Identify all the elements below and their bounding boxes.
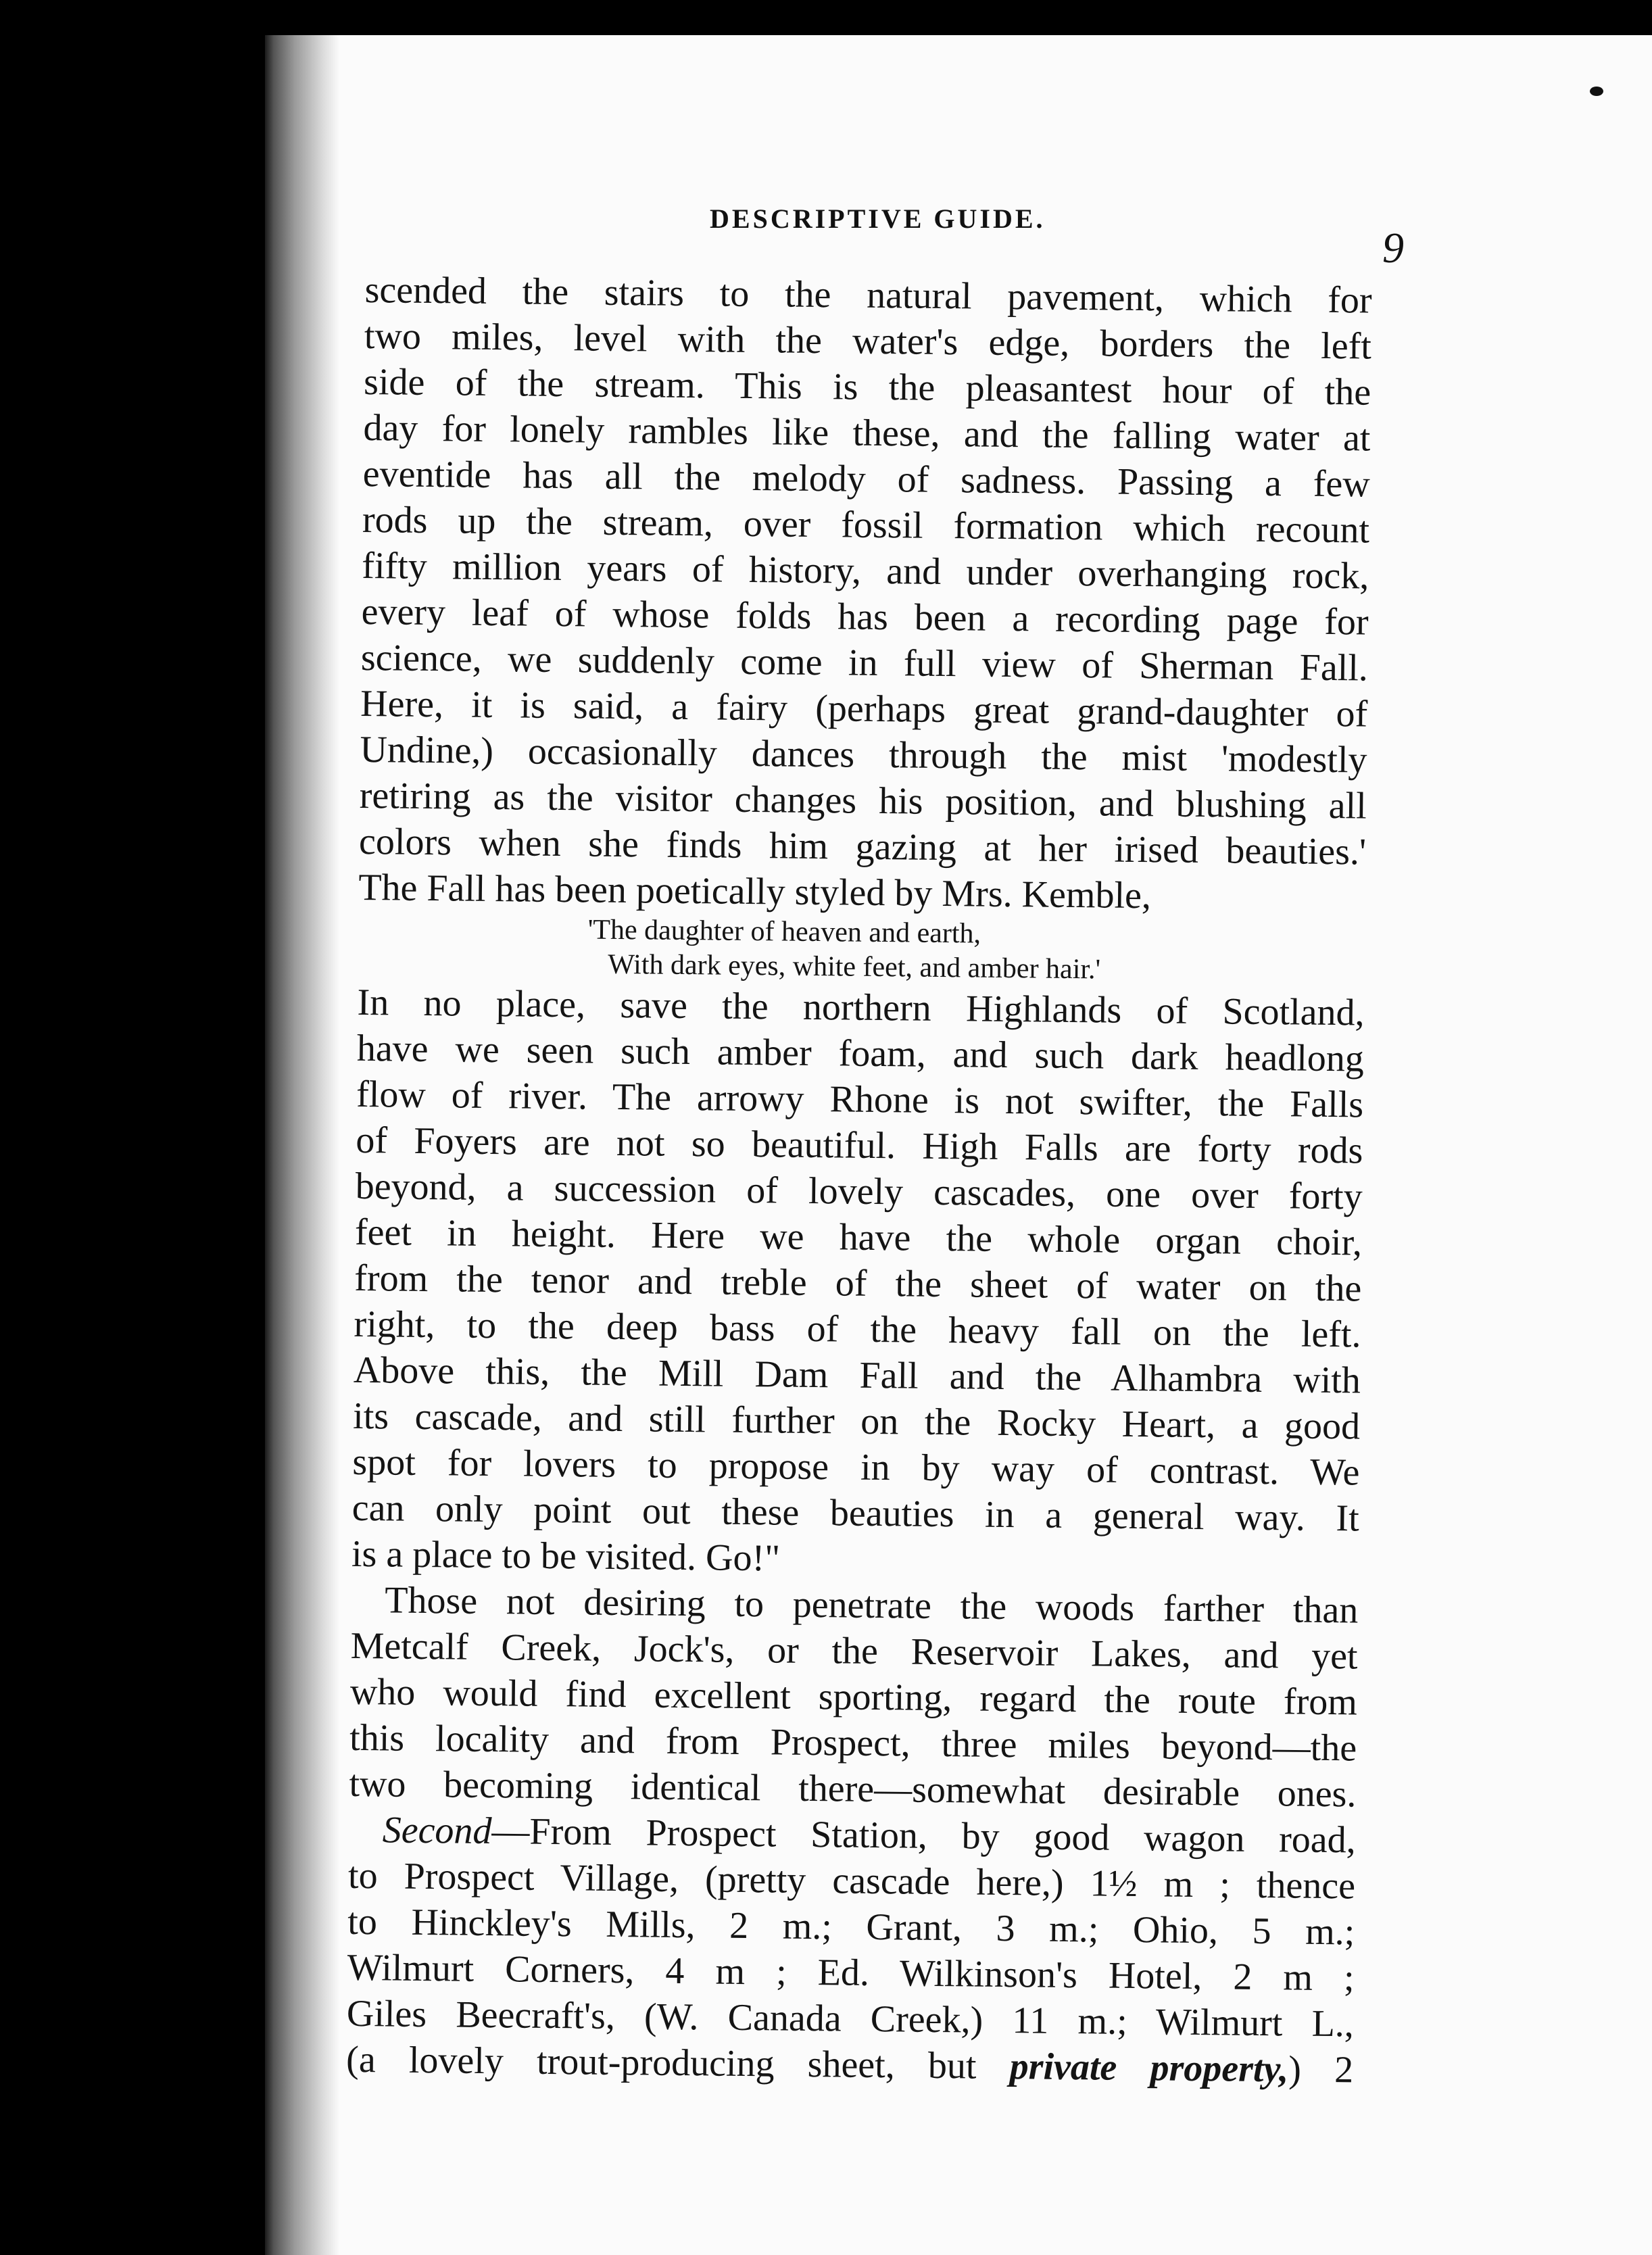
text-line: who would find excellent sporting, regard the route from [349, 1670, 1358, 1724]
body-text [346, 267, 1372, 2093]
text-line: rods up the stream, over fossil formation which recount [362, 498, 1370, 552]
text-line: spot for lovers to propose in by way of contrast. We [352, 1440, 1360, 1494]
text-line: its cascade, and still further on the Rocky Heart, a good [352, 1395, 1361, 1448]
text-line: In no place, save the northern Highlands of Scotland, [357, 981, 1365, 1034]
text-line: Giles Beecraft's, (W. Canada Creek,) 11 m.; Wilmurt L., [346, 1992, 1355, 2045]
text-line: Metcalf Creek, Jock's, or the Reservoir Lakes, and yet [350, 1624, 1358, 1678]
text-line: beyond, a succession of lovely cascades, one over forty [355, 1165, 1363, 1218]
text-line: this locality and from Prospect, three miles beyond—the [349, 1716, 1357, 1770]
text-line: two becoming identical there—somewhat desirable ones. [349, 1762, 1357, 1816]
text-run: (a lovely trout-producing sheet, but [345, 2038, 1011, 2088]
text-line: colors when she finds him gazing at her irised beauties.' [358, 820, 1367, 873]
text-run: ) 2 [1288, 2048, 1354, 2091]
text-line: is a place to be visited. Go!" [351, 1532, 781, 1580]
ink-speck [1590, 87, 1603, 96]
text-line: scended the stairs to the natural pavement, which for [364, 268, 1372, 322]
text-line: from the tenor and treble of the sheet of water on the [354, 1257, 1362, 1310]
text-line: Those not desiring to penetrate the woods farther than [385, 1579, 1359, 1632]
text-line: to Hinckley's Mills, 2 m.; Grant, 3 m.; Ohio, 5 m.; [347, 1900, 1355, 1954]
text-line: flow of river. The arrowy Rhone is not swifter, the Falls [356, 1073, 1364, 1126]
running-header: DESCRIPTIVE GUIDE. [710, 203, 1046, 234]
text-line: Above this, the Mill Dam Fall and the Alhambra with [353, 1349, 1361, 1402]
text-line: science, we suddenly come in full view of Sherman Fall. [360, 636, 1369, 689]
text-line: Undine,) occasionally dances through the mist 'modestly [360, 728, 1367, 781]
text-line: feet in height. Here we have the whole organ choir, [354, 1211, 1363, 1264]
text-line: right, to the deep bass of the heavy fall on the left. [354, 1303, 1361, 1356]
text-line: of Foyers are not so beautiful. High Falls are forty rods [356, 1119, 1363, 1172]
text-line: can only point out these beauties in a general way. It [351, 1486, 1360, 1540]
text-line: to Prospect Village, (pretty cascade here,) 1½ m ; thence [347, 1854, 1356, 1908]
text-line: eventide has all the melody of sadness. Passing a few [362, 452, 1371, 506]
text-line: every leaf of whose folds has been a recording page for [361, 590, 1369, 644]
text-line: day for lonely rambles like these, and the falling water at [363, 406, 1371, 460]
quote-line: With dark eyes, white feet, and amber hair.' [607, 948, 1101, 986]
text-line: have we seen such amber foam, and such dark headlong [356, 1027, 1365, 1080]
text-line: The Fall has been poetically styled by Mrs. Kemble, [358, 866, 1152, 917]
text-line: retiring as the visitor changes his position, and blushing all [359, 774, 1367, 827]
quote-line: 'The daughter of heaven and earth, [587, 914, 981, 950]
page-gutter-shadow [265, 35, 339, 2255]
text-line: Here, it is said, a fairy (perhaps great grand-daughter of [360, 682, 1368, 735]
text-line: two miles, level with the water's edge, borders the left [364, 314, 1372, 368]
text-line: fifty million years of history, and under overhanging rock, [362, 544, 1369, 598]
text-line: Wilmurt Corners, 4 m ; Ed. Wilkinson's Hotel, 2 m ; [347, 1946, 1355, 1999]
italic-emphasis: private property, [1009, 2045, 1289, 2091]
section-lead: Second [382, 1809, 492, 1853]
text-line: side of the stream. This is the pleasantest hour of the [363, 360, 1371, 414]
page-number: 9 [1382, 224, 1404, 272]
text-run: —From Prospect Station, by good wagon road, [491, 1810, 1357, 1862]
